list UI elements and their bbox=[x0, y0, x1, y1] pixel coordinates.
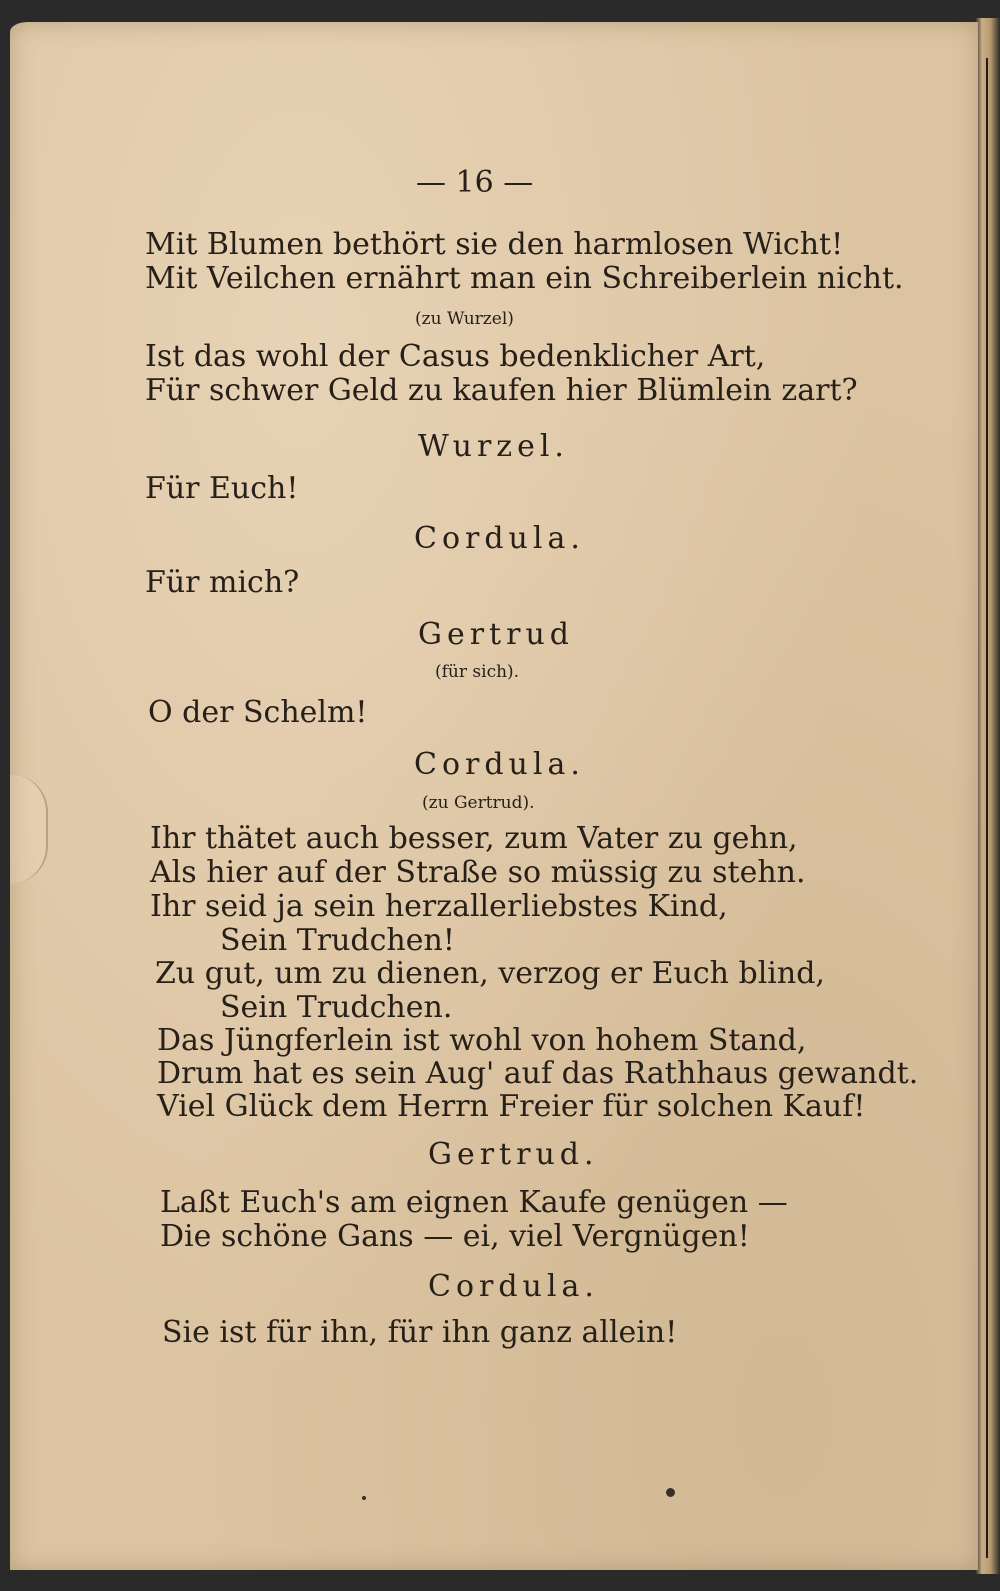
verse-line: Mit Veilchen ernährt man ein Schreiberlein nicht. bbox=[145, 261, 904, 296]
verse-line: Die schöne Gans — ei, viel Vergnügen! bbox=[160, 1219, 750, 1254]
speaker-name: Cordula. bbox=[414, 521, 585, 556]
verse-line: Ihr seid ja sein herzallerliebstes Kind, bbox=[150, 889, 728, 924]
speaker-name: Wurzel. bbox=[418, 429, 569, 464]
book-page bbox=[10, 22, 978, 1570]
ink-speck bbox=[666, 1488, 675, 1497]
verse-line: Viel Glück dem Herrn Freier für solchen Kauf! bbox=[157, 1089, 866, 1124]
stage-direction: (für sich). bbox=[435, 662, 520, 682]
verse-line: Laßt Euch's am eignen Kaufe genügen — bbox=[160, 1185, 788, 1220]
stage-direction: (zu Wurzel) bbox=[415, 309, 514, 329]
speaker-name: Gertrud. bbox=[428, 1137, 599, 1172]
verse-line: Drum hat es sein Aug' auf das Rathhaus gewandt. bbox=[157, 1056, 919, 1091]
verse-line: Mit Blumen bethört sie den harmlosen Wicht! bbox=[145, 227, 844, 262]
verse-line: O der Schelm! bbox=[148, 695, 368, 730]
verse-line: Als hier auf der Straße so müssig zu stehn. bbox=[150, 855, 806, 890]
spine-edge bbox=[986, 58, 988, 1558]
verse-line: Ist das wohl der Casus bedenklicher Art, bbox=[145, 339, 766, 374]
verse-line: Sie ist für ihn, für ihn ganz allein! bbox=[162, 1315, 678, 1350]
book-spine bbox=[976, 18, 1000, 1574]
speaker-name: Gertrud bbox=[418, 617, 574, 652]
verse-line: Zu gut, um zu dienen, verzog er Euch blind, bbox=[155, 956, 825, 991]
ink-speck bbox=[362, 1496, 366, 1500]
speaker-name: Cordula. bbox=[428, 1269, 599, 1304]
verse-line: Für Euch! bbox=[145, 471, 299, 506]
verse-line: Sein Trudchen! bbox=[220, 923, 455, 958]
stage-direction: (zu Gertrud). bbox=[422, 793, 535, 813]
verse-line: Sein Trudchen. bbox=[220, 990, 453, 1025]
verse-line: Das Jüngferlein ist wohl von hohem Stand, bbox=[157, 1023, 807, 1058]
verse-line: Für mich? bbox=[145, 565, 300, 600]
verse-line: Ihr thätet auch besser, zum Vater zu gehn, bbox=[150, 821, 798, 856]
page-text bbox=[10, 22, 978, 1570]
speaker-name: Cordula. bbox=[414, 747, 585, 782]
page-number: — 16 — bbox=[416, 165, 534, 200]
verse-line: Für schwer Geld zu kaufen hier Blümlein zart? bbox=[145, 373, 858, 408]
